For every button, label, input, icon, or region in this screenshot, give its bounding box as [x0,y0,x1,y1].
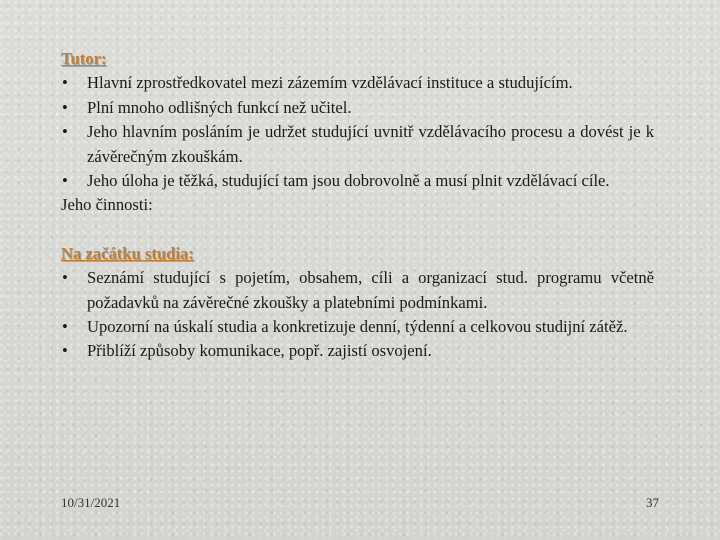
bullet-icon: • [62,73,68,93]
bullet-icon: • [62,317,68,337]
study-start-bullet-list [61,266,654,364]
list-item [61,169,654,193]
list-item [61,339,654,363]
list-item [61,96,654,120]
list-item-text: Hlavní zprostředkovatel mezi zázemím vzdělávací instituce a studujícím. [87,73,573,93]
spacer [61,218,654,242]
tutor-bullet-list [61,71,654,193]
section-heading-study-start: Na začátku studia: [61,243,194,263]
list-item-text: Upozorní na úskalí studia a konkretizuje denní, týdenní a celkovou studijní zátěž. [87,317,628,337]
slide-number: 37 [646,495,659,510]
slide-content [61,47,654,364]
bullet-icon: • [62,97,68,117]
section-heading-tutor: Tutor: [61,49,107,68]
list-item-text: Jeho úloha je těžká, studující tam jsou dobrovolně a musí plnit vzdělávací cíle. [87,171,610,191]
bullet-icon: • [62,171,68,191]
list-item [61,266,654,315]
activities-intro: Jeho činnosti: [61,195,153,215]
bullet-icon: • [62,341,68,361]
list-item-text: Přiblíží způsoby komunikace, popř. zajistí osvojení. [87,341,432,361]
footer-date: 10/31/2021 [61,495,121,510]
list-item [61,71,654,95]
list-item-text: Jeho hlavním posláním je udržet studující uvnitř vzdělávacího procesu a dovést je k závěrečným zkouškám. [87,122,654,166]
list-item-text: Seznámí studující s pojetím, obsahem, cíli a organizací stud. programu včetně požadavků na závěrečné zkoušky a platebními podmínkami. [87,268,654,312]
list-item [61,315,654,339]
bullet-icon: • [62,122,68,142]
list-item [61,120,654,169]
bullet-icon: • [62,268,68,288]
list-item-text: Plní mnoho odlišných funkcí než učitel. [87,97,352,117]
